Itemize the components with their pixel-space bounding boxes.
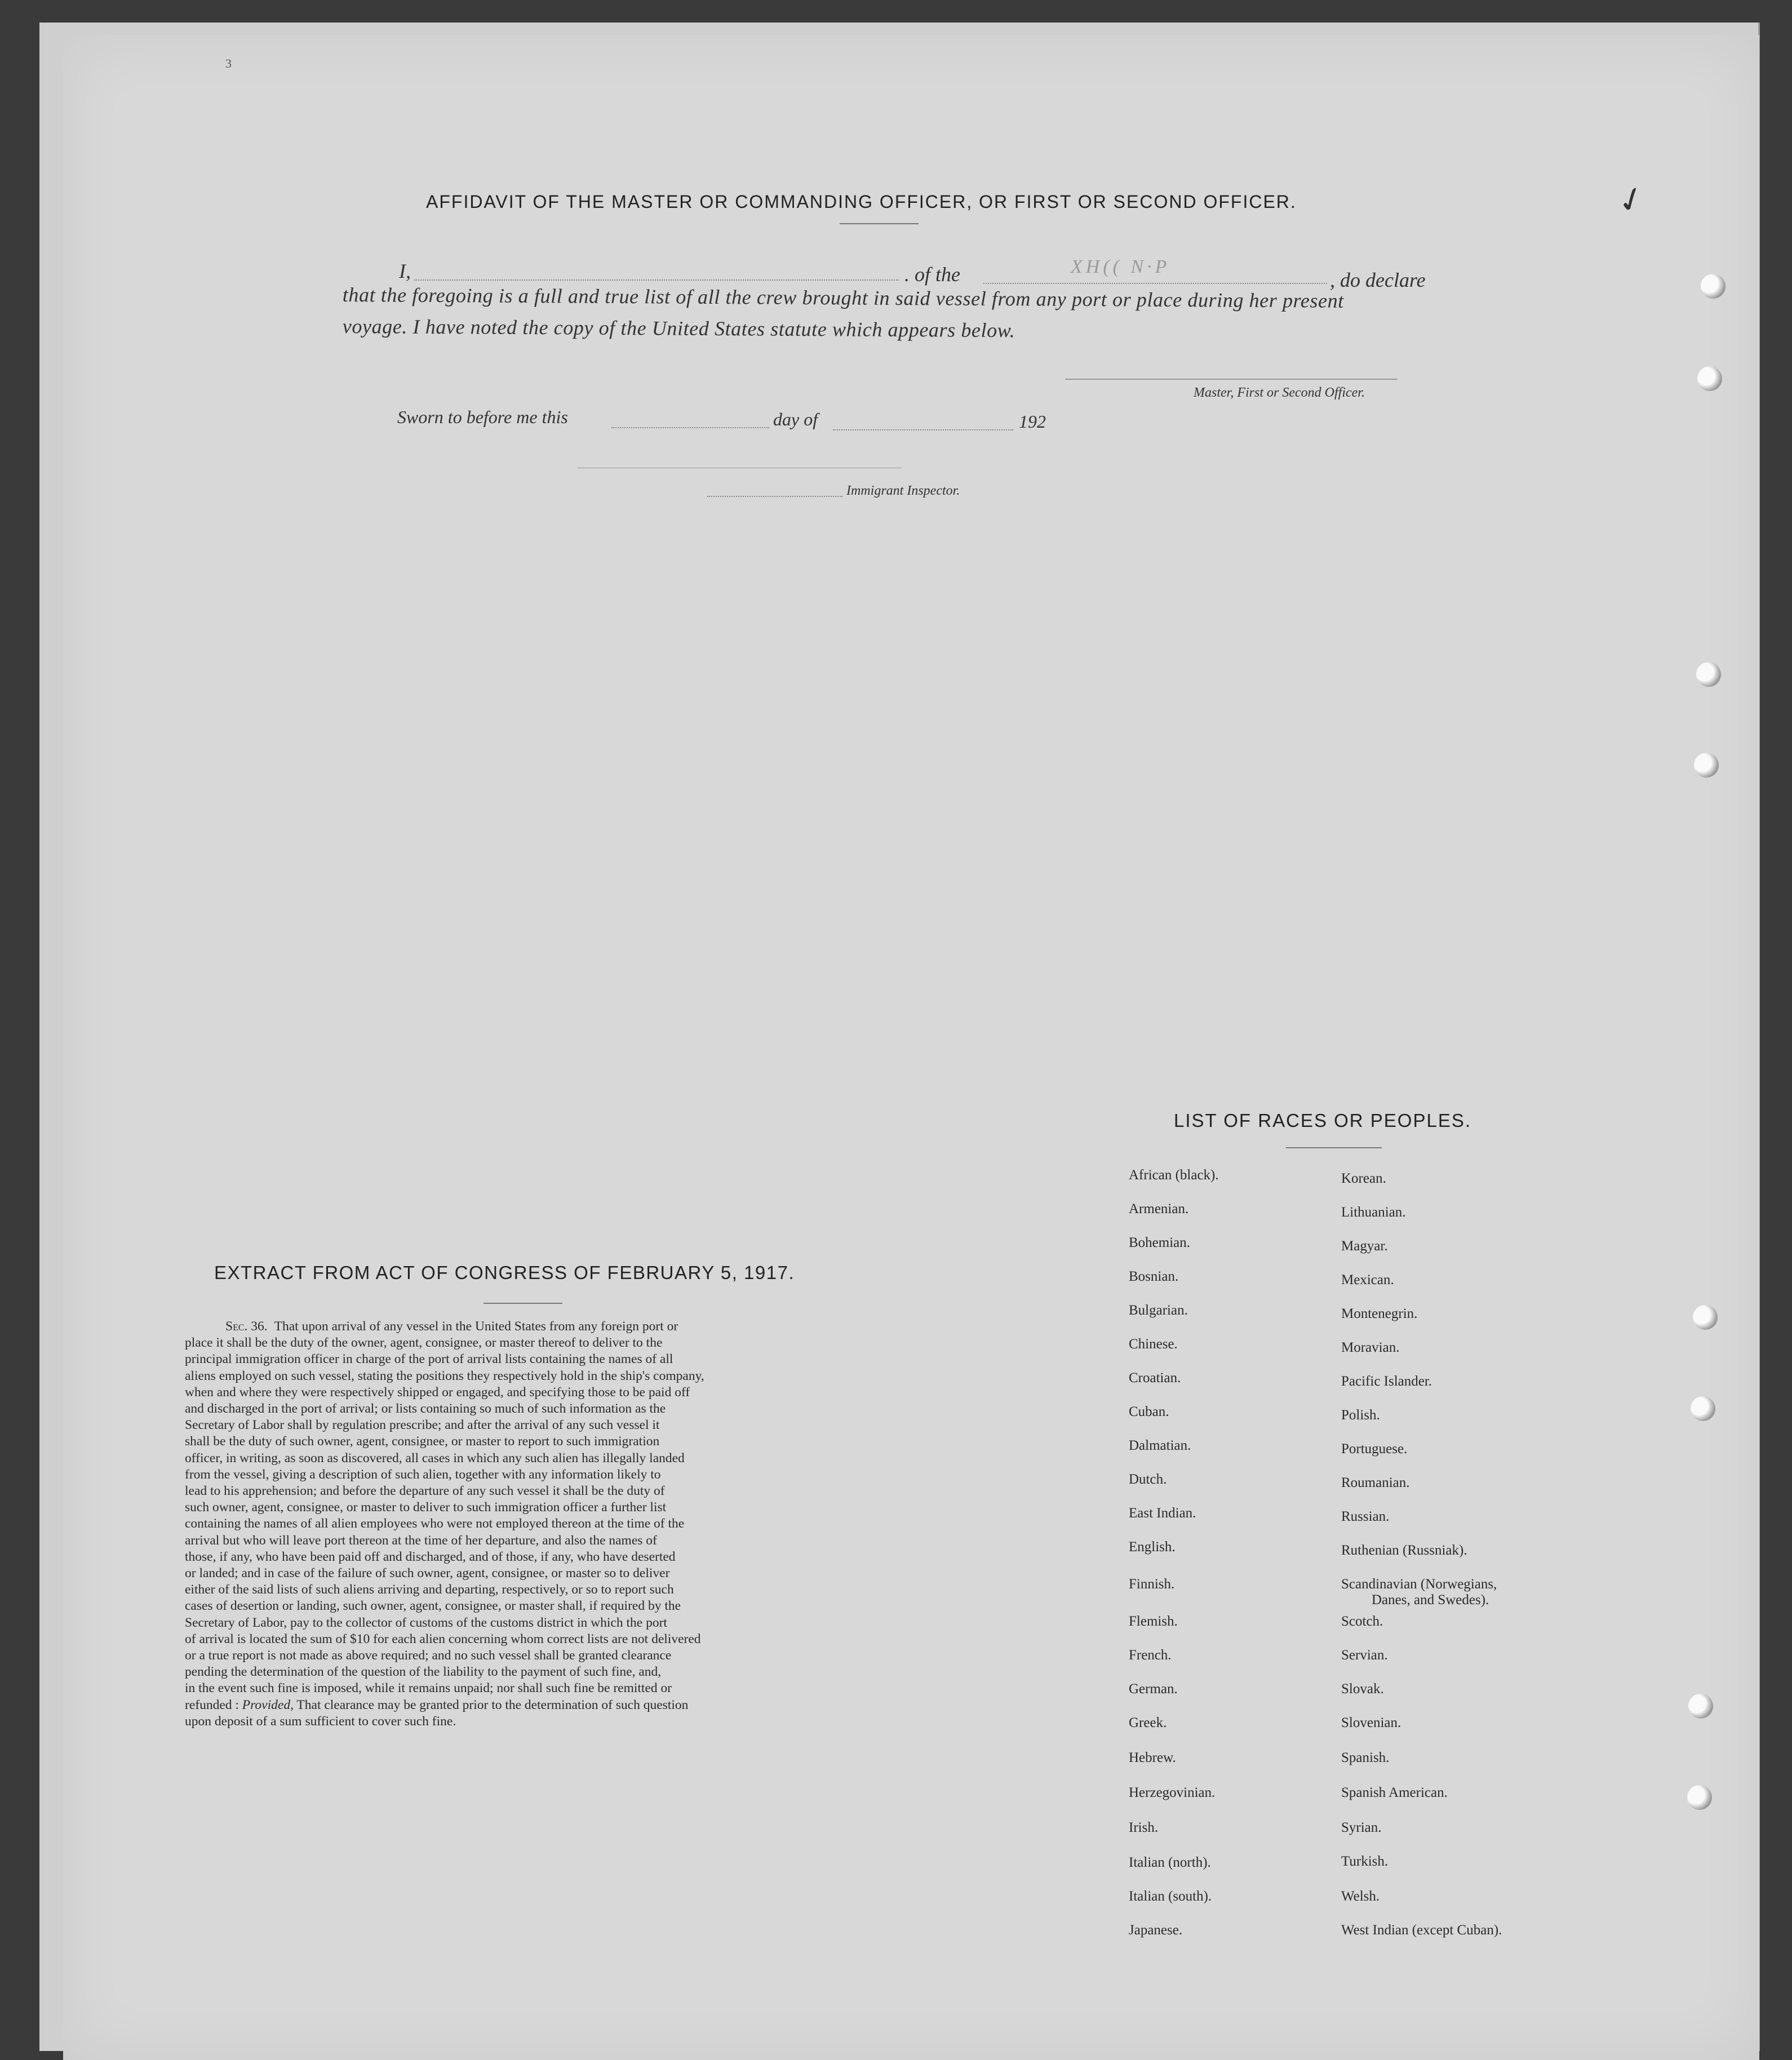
list-item: English. xyxy=(1129,1539,1176,1555)
extract-text xyxy=(185,1318,850,1730)
list-item: Spanish American. xyxy=(1341,1785,1448,1800)
affidavit-i-label: I, xyxy=(399,260,411,282)
list-item: Italian (south). xyxy=(1129,1889,1212,1904)
vessel-blank-field[interactable] xyxy=(983,283,1327,284)
list-item: Russian. xyxy=(1341,1509,1390,1524)
divider xyxy=(484,1303,562,1304)
extract-title: EXTRACT FROM ACT OF CONGRESS OF FEBRUARY 5, 1917. xyxy=(214,1262,795,1283)
list-item: Spanish. xyxy=(1341,1750,1390,1765)
list-item: Cuban. xyxy=(1129,1404,1169,1419)
list-item: Bohemian. xyxy=(1129,1235,1191,1250)
name-blank-field[interactable] xyxy=(414,279,899,281)
list-item: Bosnian. xyxy=(1129,1269,1179,1284)
punch-hole-icon xyxy=(1687,1785,1712,1810)
list-item: Slovenian. xyxy=(1341,1715,1401,1730)
year-label: 192 xyxy=(1019,411,1046,432)
section-label: Sec. 36. xyxy=(225,1319,268,1334)
list-item: East Indian. xyxy=(1129,1506,1196,1521)
vessel-name-handwritten: XH(( N·P xyxy=(1071,256,1170,277)
list-item: Irish. xyxy=(1129,1820,1159,1835)
day-of-label: day of xyxy=(773,409,818,429)
list-item: Flemish. xyxy=(1129,1614,1178,1629)
divider xyxy=(840,223,919,224)
punch-hole-icon xyxy=(1697,366,1722,391)
list-item: Japanese. xyxy=(1129,1923,1183,1938)
punch-hole-icon xyxy=(1694,753,1719,778)
inspector-blank-field[interactable] xyxy=(707,496,842,497)
list-item: Italian (north). xyxy=(1129,1855,1211,1870)
signature-line xyxy=(1065,379,1398,380)
list-item: Hebrew. xyxy=(1129,1750,1176,1765)
list-item: Turkish. xyxy=(1341,1854,1389,1869)
list-item: Chinese. xyxy=(1129,1337,1178,1352)
list-item: Lithuanian. xyxy=(1341,1205,1406,1220)
list-item: Korean. xyxy=(1341,1171,1386,1186)
affidavit-line-3: voyage. I have noted the copy of the United States statute which appears below. xyxy=(342,315,1015,342)
punch-hole-icon xyxy=(1701,274,1726,299)
list-item: Magyar. xyxy=(1341,1238,1388,1254)
list-item: Mexican. xyxy=(1341,1272,1394,1288)
list-item: Roumanian. xyxy=(1341,1475,1410,1490)
check-mark-icon: ✓ xyxy=(1612,177,1652,223)
punch-hole-icon xyxy=(1693,1305,1718,1330)
list-item: Moravian. xyxy=(1341,1340,1400,1355)
list-item-text: Scandinavian (Norwegians, xyxy=(1341,1577,1497,1592)
list-item: Welsh. xyxy=(1341,1889,1380,1904)
punch-hole-icon xyxy=(1691,1396,1715,1421)
list-item: Croatian. xyxy=(1129,1370,1181,1386)
affidavit-line-2: that the foregoing is a full and true list of all the crew brought in said vessel from any port or place during her present xyxy=(342,283,1344,312)
provided-word: Provided, xyxy=(242,1697,294,1712)
of-the-label: . of the xyxy=(904,263,960,286)
page-marker: 3 xyxy=(225,56,232,70)
list-item: Armenian. xyxy=(1129,1201,1189,1217)
list-item: Slovak. xyxy=(1341,1681,1384,1697)
list-item: Pacific Islander. xyxy=(1341,1374,1432,1389)
list-item: Servian. xyxy=(1341,1648,1388,1663)
punch-hole-icon xyxy=(1696,662,1721,687)
list-item: Montenegrin. xyxy=(1341,1306,1418,1321)
list-item: Polish. xyxy=(1341,1408,1380,1423)
list-item: Ruthenian (Russniak). xyxy=(1341,1543,1467,1558)
list-item: Bulgarian. xyxy=(1129,1303,1188,1318)
inspector-caption: Immigrant Inspector. xyxy=(846,483,960,498)
divider xyxy=(1286,1147,1382,1148)
list-item: French. xyxy=(1129,1648,1172,1663)
list-item: Dalmatian. xyxy=(1129,1438,1191,1453)
affidavit-title: AFFIDAVIT OF THE MASTER OR COMMANDING OFFICER, OR FIRST OR SECOND OFFICER. xyxy=(426,192,1297,212)
list-item: German. xyxy=(1129,1681,1178,1697)
list-item: Finnish. xyxy=(1129,1577,1175,1592)
extract-body-text: That upon arrival of any vessel in the United States from any foreign port or place it shall be the duty of the owner, agent, consignee, or master thereof to deliver to the principal immigration officer in charge of the port of arrival lists containing the names of all aliens employed on such vessel, stating the positions they respectively hold in the ship's company, when and where they were respectively shipped or engaged, and specifying those to be paid off and discharged in the port of arrival; or lists containing so much of such information as the Secretary of Labor shall by regulation prescribe; and after the arrival of any such vessel it shall be the duty of such owner, agent, consignee, or master to report to such immigration officer, in writing, as soon as discovered, all cases in which any such alien has illegally landed from the vessel, giving a description of such alien, together with any information likely to lead to his apprehension; and before the departure of any such vessel it shall be the duty of such owner, agent, consignee, or master to deliver to such immigration officer a further list containing the names of all alien employees who were not employed thereon at the time of the arrival but who will leave port thereon at the time of her departure, and also the names of those, if any, who have been paid off and discharged, and of those, if any, who have deserted or landed; and in case of the failure of such owner, agent, consignee, or master so to deliver either of the said lists of such aliens arriving and departing, respectively, or so to report such cases of desertion or landing, such owner, agent, consignee, or master shall, if required by the Secretary of Labor, pay to the collector of customs of the customs district in which the port of arrival is located the sum of $10 for each alien concerning whom correct lists are not delivered or a true report is not made as above required; and no such vessel shall be granted clearance pending the determination of the question of the liability to the payment of such fine, and, in the event such fine is imposed, while it remains unpaid; nor shall such fine be remitted or refunded : xyxy=(185,1319,704,1712)
signature-caption: Master, First or Second Officer. xyxy=(1194,385,1365,400)
list-item: Scotch. xyxy=(1341,1614,1383,1629)
list-item xyxy=(1341,1577,1497,1608)
list-item: African (black). xyxy=(1129,1167,1219,1183)
extract-body-tail: That clearance may be granted prior to the determination of such question upon deposit of a sum sufficient to cover such fine. xyxy=(185,1697,689,1729)
do-declare-label: , do declare xyxy=(1330,269,1426,291)
sworn-day-field[interactable] xyxy=(611,427,769,428)
list-item: Herzegovinian. xyxy=(1129,1785,1216,1800)
list-item: Dutch. xyxy=(1129,1472,1167,1487)
sworn-label: Sworn to before me this xyxy=(397,407,568,427)
list-item: Portuguese. xyxy=(1341,1441,1408,1457)
list-item: West Indian (except Cuban). xyxy=(1341,1923,1502,1938)
races-title: LIST OF RACES OR PEOPLES. xyxy=(1174,1110,1472,1131)
list-item: Syrian. xyxy=(1341,1820,1382,1835)
list-item: Greek. xyxy=(1129,1715,1167,1730)
punch-hole-icon xyxy=(1688,1694,1713,1719)
sworn-month-field[interactable] xyxy=(833,429,1013,430)
list-item-continuation: Danes, and Swedes). xyxy=(1372,1592,1489,1608)
